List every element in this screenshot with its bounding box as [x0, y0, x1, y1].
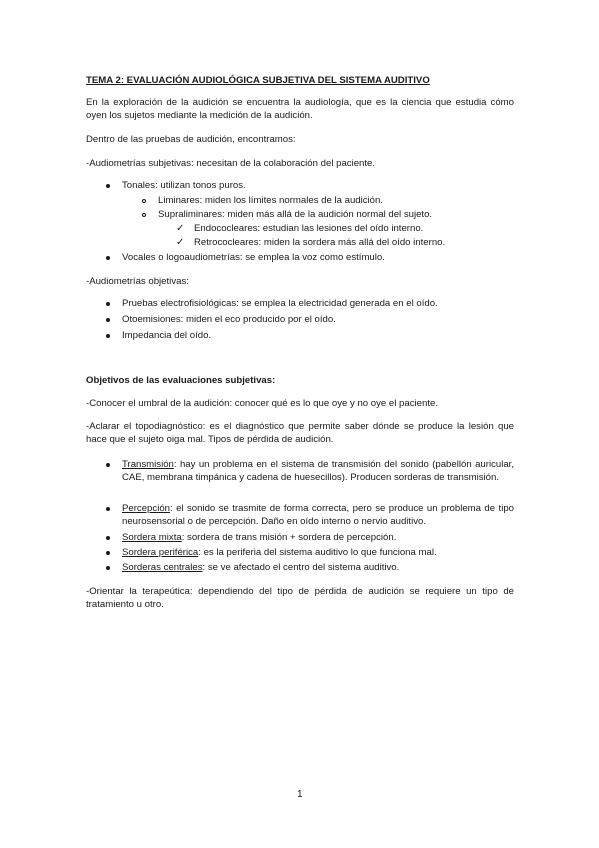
loss-type-desc: : se ve afectado el centro del sistema auditivo. [202, 562, 400, 573]
intro-paragraph: En la exploración de la audición se encuentra la audiología, que es la ciencia que estudia cómo oyen los sujetos mediante la medición de la audición. [86, 97, 514, 121]
objectives-heading: Objetivos de las evaluaciones subjetivas: [86, 375, 276, 386]
loss-type-item [122, 531, 396, 544]
objective-1: -Conocer el umbral de la audición: conocer qué es lo que oye y no oye el paciente. [86, 398, 438, 409]
bullet-icon [106, 566, 110, 570]
bullet-icon [106, 302, 110, 306]
list-item-endococleares: Endococleares: estudian las lesiones del oído interno. [194, 223, 424, 234]
loss-type-item [122, 502, 514, 528]
circle-bullet-icon [142, 199, 146, 203]
list-item-supraliminares: Supraliminares: miden más allá de la audición normal del sujeto. [158, 209, 433, 220]
intro-line: Dentro de las pruebas de audición, encontramos: [86, 134, 296, 145]
bullet-icon [106, 256, 110, 260]
loss-type-term: Transmisión [122, 459, 174, 470]
loss-type-item [122, 546, 437, 559]
list-item-vocales: Vocales o logoaudiometrías: se emplea la voz como estímulo. [122, 252, 385, 263]
bullet-icon [106, 184, 110, 188]
list-item: Otoemisiones: miden el eco producido por el oído. [122, 314, 336, 325]
loss-type-term: Sordera periférica [122, 547, 199, 558]
list-item-liminares: Liminares: miden los límites normales de la audición. [158, 195, 384, 206]
loss-type-desc: : hay un problema en el sistema de transmisión del sonido (pabellón auricular, CAE, membrana timpánica y cadena de huesecillos). Producen sorderas de transmisión. [122, 459, 514, 483]
objective-3: -Orientar la terapeútica: dependiendo del tipo de pérdida de audición se requiere un tipo de tratamiento u otro. [86, 586, 514, 610]
loss-type-term: Sordera mixta [122, 532, 182, 543]
list-item: Pruebas electrofisiológicas: se emplea la electricidad generada en el oído. [122, 298, 438, 309]
page-title: TEMA 2: EVALUACIÓN AUDIOLÓGICA SUBJETIVA DEL SISTEMA AUDITIVO [86, 75, 430, 86]
check-icon: ✓ [176, 223, 185, 234]
bullet-icon [106, 507, 110, 511]
loss-type-item [122, 561, 399, 574]
subjective-heading: -Audiometrías subjetivas: necesitan de la colaboración del paciente. [86, 158, 376, 169]
loss-type-term: Sorderas centrales [122, 562, 203, 573]
objective-heading: -Audiometrías objetivas: [86, 276, 189, 287]
loss-type-term: Percepción [122, 503, 170, 514]
bullet-icon [106, 551, 110, 555]
list-item-tonales: Tonales: utilizan tonos puros. [122, 180, 246, 191]
page-number: 1 [297, 789, 303, 800]
list-item: Impedancia del oído. [122, 330, 212, 341]
loss-type-desc: : es la periferia del sistema auditivo lo que funciona mal. [198, 547, 437, 558]
loss-type-item [122, 458, 514, 484]
bullet-icon [106, 463, 110, 467]
circle-bullet-icon [142, 213, 146, 217]
list-item-retrococleares: Retrococleares: miden la sordera más allá del oído interno. [194, 237, 446, 248]
bullet-icon [106, 536, 110, 540]
bullet-icon [106, 318, 110, 322]
bullet-icon [106, 334, 110, 338]
check-icon: ✓ [176, 237, 185, 248]
loss-type-desc: : el sonido se trasmite de forma correcta, pero se produce un problema de tipo neurosensorial o de percepción. Daño en oído interno o nervio auditivo. [122, 503, 514, 527]
objective-2: -Aclarar el topodiagnóstico: es el diagnóstico que permite saber dónde se produce la lesión que hace que el sujeto oiga mal. Tipos de pérdida de audición. [86, 421, 514, 445]
loss-type-desc: : sordera de trans misión + sordera de percepción. [181, 532, 397, 543]
